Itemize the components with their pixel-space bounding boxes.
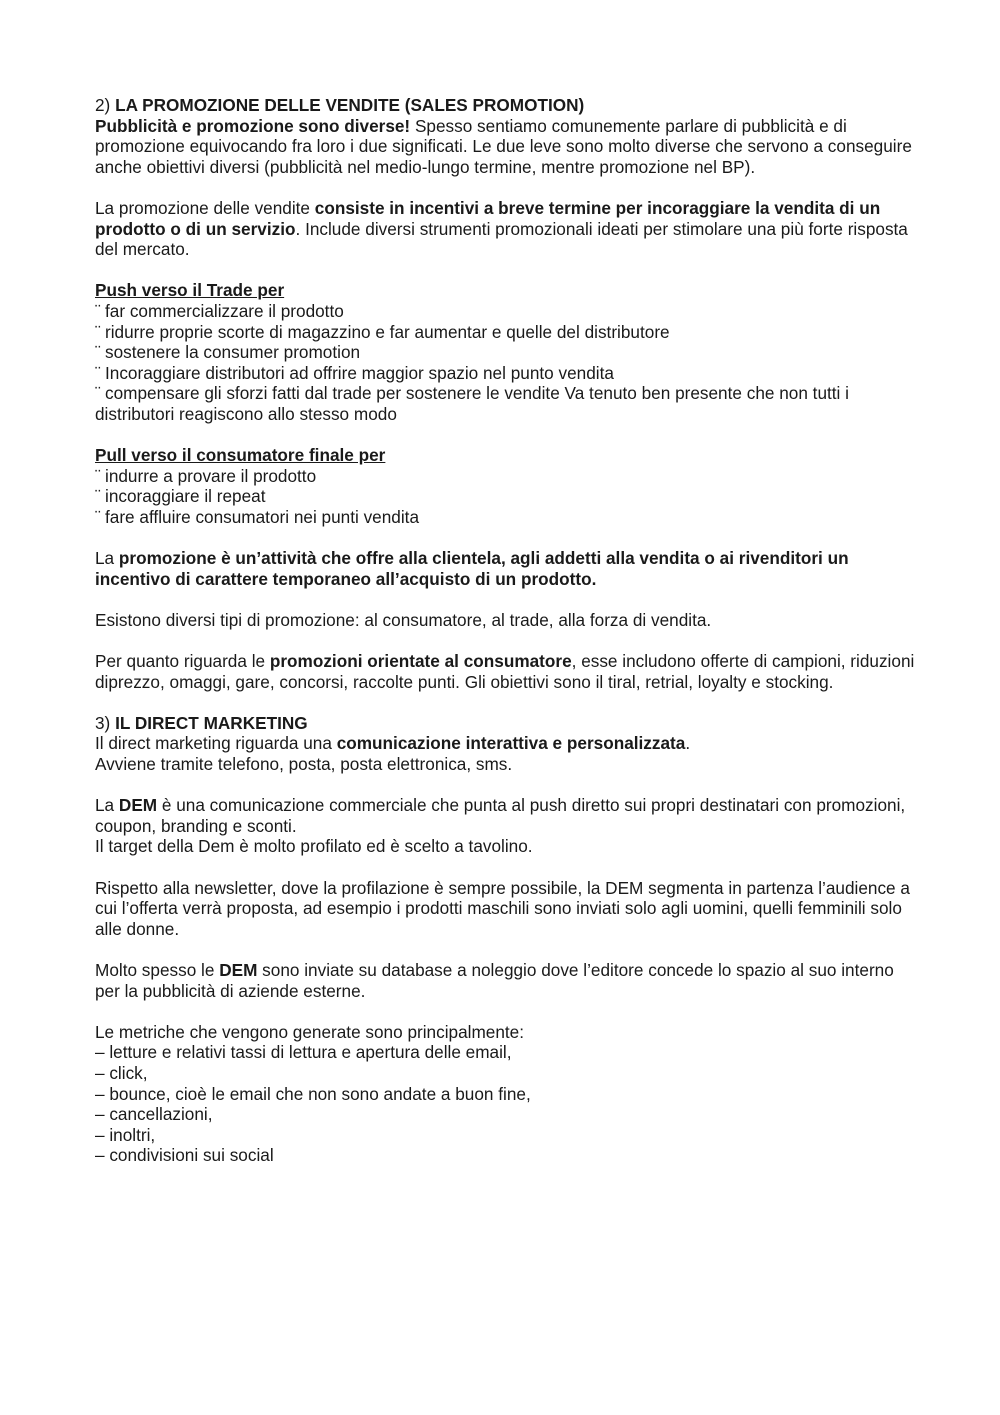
dem-bold: DEM [118, 795, 158, 816]
dm-bold: comunicazione interattiva e personalizzata [336, 733, 686, 754]
promotion-types: Esistono diversi tipi di promozione: al consumatore, al trade, alla forza di vendita. [95, 609, 712, 630]
consumer-post: , esse includono offerte di campioni, riduzioni diprezzo, omaggi, gare, concorsi, raccolte punti. Gli obiettivi sono il tiral, retrial, loyalty e stocking. [95, 651, 915, 692]
document-page [95, 95, 915, 1166]
list-item-text: fare affluire consumatori nei punti vendita [105, 506, 420, 527]
promo-bold: promozione è un’attività che offre alla clientela, agli addetti alla vendita o ai rivenditori un incentivo di carattere temporaneo all’acquisto di un prodotto. [95, 548, 849, 589]
bullet-mark: ¨ [95, 342, 101, 363]
section2-title: LA PROMOZIONE DELLE VENDITE (SALES PROMOTION) [115, 95, 585, 115]
list-item [95, 466, 915, 487]
bullet-mark: ¨ [95, 465, 101, 486]
list-item-text: far commercializzare il prodotto [105, 300, 344, 321]
direct-marketing-channels: Avviene tramite telefono, posta, posta elettronica, sms. [95, 754, 513, 774]
section2-number: 2) [95, 95, 111, 115]
push-heading: Push verso il Trade per [95, 280, 285, 301]
section2-heading [95, 95, 915, 116]
list-item-text: indurre a provare il prodotto [105, 465, 317, 486]
list-item [95, 507, 915, 528]
list-item-text: ridurre proprie scorte di magazzino e far aumentar e quelle del distributore [105, 321, 670, 342]
dem-database [95, 960, 915, 1001]
bullet-mark: ¨ [95, 383, 101, 404]
section3-number: 3) [95, 712, 111, 733]
dm-post: . [685, 733, 691, 754]
bullet-mark: ¨ [95, 321, 101, 342]
section3-title: IL DIRECT MARKETING [115, 712, 308, 733]
direct-marketing-definition [95, 733, 915, 754]
list-item-text: sostenere la consumer promotion [105, 342, 361, 363]
list-item [95, 322, 915, 343]
consumer-promotions [95, 651, 915, 692]
bullet-mark: ¨ [95, 362, 101, 383]
metric-item: – inoltri, [95, 1124, 156, 1145]
bullet-mark: ¨ [95, 300, 101, 321]
section3-heading [95, 713, 915, 734]
metric-item: – click, [95, 1062, 148, 1083]
bullet-mark: ¨ [95, 506, 101, 527]
list-item [95, 486, 915, 507]
promo-pre: La [95, 548, 119, 569]
consumer-bold: promozioni orientate al consumatore [269, 651, 572, 672]
list-item-text: compensare gli sforzi fatti dal trade per sostenere le vendite Va tenuto ben presente che non tutti i distributori reagiscono allo stesso modo [95, 383, 849, 424]
db-pre: Molto spesso le [95, 959, 220, 980]
list-item-text: incoraggiare il repeat [105, 486, 266, 507]
list-item [95, 342, 915, 363]
bullet-mark: ¨ [95, 486, 101, 507]
metric-item: – letture e relativi tassi di lettura e apertura delle email, [95, 1042, 512, 1063]
metrics-intro: Le metriche che vengono generate sono principalmente: [95, 1021, 525, 1042]
def-pre: La promozione delle vendite [95, 197, 315, 218]
promotion-statement [95, 548, 915, 589]
metric-item: – cancellazioni, [95, 1104, 213, 1125]
metric-item: – condivisioni sui social [95, 1145, 274, 1166]
push-list [95, 301, 915, 425]
pull-heading: Pull verso il consumatore finale per [95, 445, 386, 466]
db-bold: DEM [219, 959, 258, 980]
def-post: . Include diversi strumenti promozionali ideati per stimolare una più forte risposta del mercato. [95, 218, 908, 260]
list-item [95, 363, 915, 384]
list-item [95, 301, 915, 322]
section2-intro [95, 116, 915, 178]
dem-definition [95, 795, 915, 836]
promotion-definition [95, 198, 915, 260]
metrics-list [95, 1042, 915, 1166]
dem-pre: La [95, 795, 119, 816]
consumer-pre: Per quanto riguarda le [95, 651, 270, 672]
intro-bold: Pubblicità e promozione sono diverse! [95, 115, 411, 136]
dm-pre: Il direct marketing riguarda una [95, 733, 337, 754]
intro-rest: Spesso sentiamo comunemente parlare di pubblicità e di promozione equivocando fra loro i due significati. Le due leve sono molto diverse che servono a conseguire anche obiettivi diversi (pubblicità nel medio-lungo termine, mentre promozione nel BP). [95, 115, 912, 177]
metric-item: – bounce, cioè le email che non sono andate a buon fine, [95, 1083, 531, 1104]
dem-post: è una comunicazione commerciale che punta al push diretto sui propri destinatari con promozioni, coupon, branding e sconti. [95, 795, 906, 836]
newsletter-comparison: Rispetto alla newsletter, dove la profilazione è sempre possibile, la DEM segmenta in partenza l’audience a cui l’offerta verrà proposta, ad esempio i prodotti maschili sono inviati solo agli uomini, quelli femminili solo alle donne. [95, 877, 910, 939]
def-bold: consiste in incentivi a breve termine per incoraggiare la vendita di un prodotto o di un servizio [95, 197, 881, 239]
db-post: sono inviate su database a noleggio dove l’editore concede lo spazio al suo interno per la pubblicità di aziende esterne. [95, 959, 894, 1001]
pull-list [95, 466, 915, 528]
dem-target: Il target della Dem è molto profilato ed è scelto a tavolino. [95, 836, 533, 857]
list-item-text: Incoraggiare distributori ad offrire maggior spazio nel punto vendita [105, 362, 614, 383]
list-item [95, 383, 915, 424]
